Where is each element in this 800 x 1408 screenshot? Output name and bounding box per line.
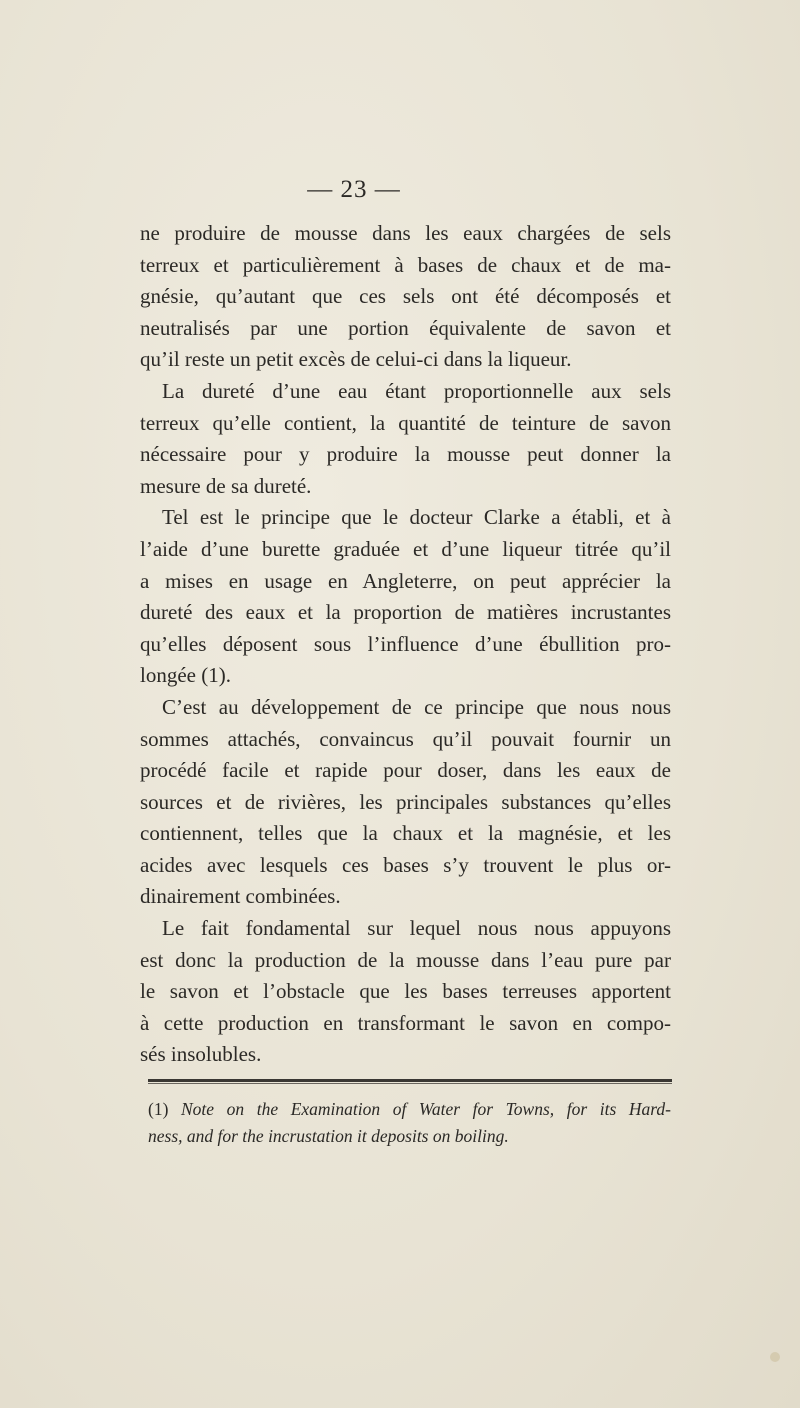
text-line: sources et de rivières, les principales substances qu’elles xyxy=(140,789,671,814)
text-line: neutralisés par une portion équivalente de savon et xyxy=(140,315,671,340)
footnote-text: Note on the Examination of Water for Towns, for its Hard- xyxy=(181,1099,671,1119)
text-line: Le fait fondamental sur lequel nous nous appuyons xyxy=(162,916,671,941)
footnote xyxy=(148,1096,671,1150)
text-line: nécessaire pour y produire la mousse peut donner la xyxy=(140,442,671,467)
text-line: C’est au développement de ce principe que nous nous xyxy=(162,694,671,719)
text-line: contiennent, telles que la chaux et la magnésie, et les xyxy=(140,821,671,846)
text-line: procédé facile et rapide pour doser, dans les eaux de xyxy=(140,758,671,783)
text-line: sommes attachés, convaincus qu’il pouvait fournir un xyxy=(140,726,671,751)
text-line: est donc la production de la mousse dans l’eau pure par xyxy=(140,947,671,972)
text-line: a mises en usage en Angleterre, on peut apprécier la xyxy=(140,568,671,593)
text-line: La dureté d’une eau étant proportionnelle aux sels xyxy=(162,378,671,403)
text-line: ne produire de mousse dans les eaux chargées de sels xyxy=(140,221,671,245)
paper-stain xyxy=(770,1352,780,1362)
text-line: qu’elles déposent sous l’influence d’une ébullition pro- xyxy=(140,631,671,656)
text-line: gnésie, qu’autant que ces sels ont été décomposés et xyxy=(140,284,671,309)
footnote-line xyxy=(148,1096,671,1123)
text-line: sés insolubles. xyxy=(140,1042,262,1067)
footnote-marker: (1) xyxy=(148,1099,169,1119)
text-line: Tel est le principe que le docteur Clarke a établi, et à xyxy=(162,505,671,530)
text-line: dureté des eaux et la proportion de matières incrustantes xyxy=(140,600,671,625)
footnote-divider-thin xyxy=(148,1083,672,1084)
text-line: terreux qu’elle contient, la quantité de teinture de savon xyxy=(140,410,671,435)
text-line: qu’il reste un petit excès de celui-ci dans la liqueur. xyxy=(140,347,572,372)
text-line: longée (1). xyxy=(140,663,231,688)
text-line: acides avec lesquels ces bases s’y trouvent le plus or- xyxy=(140,852,671,877)
footnote-divider xyxy=(148,1079,672,1082)
text-line: dinairement combinées. xyxy=(140,884,341,909)
text-line: le savon et l’obstacle que les bases terreuses apportent xyxy=(140,979,671,1004)
text-line: l’aide d’une burette graduée et d’une liqueur titrée qu’il xyxy=(140,536,671,561)
page-number: — 23 — xyxy=(307,176,401,203)
text-line: terreux et particulièrement à bases de chaux et de ma- xyxy=(140,252,671,277)
footnote-line: ness, and for the incrustation it deposits on boiling. xyxy=(148,1126,509,1146)
text-line: mesure de sa dureté. xyxy=(140,473,312,498)
text-line: à cette production en transformant le savon en compo- xyxy=(140,1010,671,1035)
body-text xyxy=(140,218,671,1071)
